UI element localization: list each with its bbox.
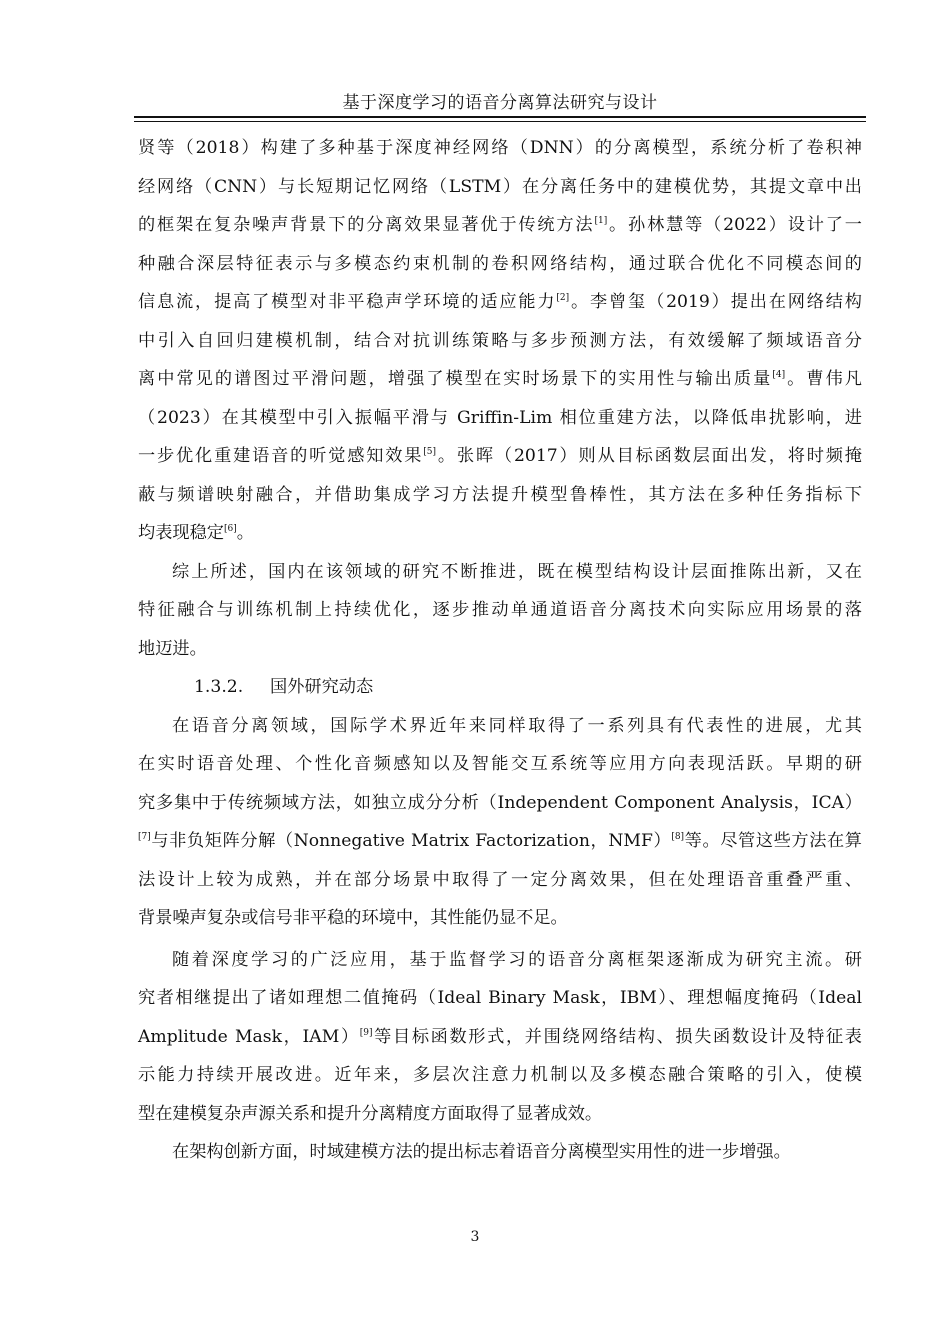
text-line: 地迈进。 (138, 638, 207, 659)
text-line: 究多集中于传统频域方法，如独立成分分析（Independent Component Analysis，ICA） (138, 792, 862, 813)
citation-ref: [4] (772, 370, 786, 380)
text-line: [7]与非负矩阵分解（Nonnegative Matrix Factorization，NMF）[8]等。尽管这些方法在算 (138, 831, 862, 851)
section-title: 国外研究动态 (270, 677, 374, 697)
text-line: （2023）在其模型中引入振幅平滑与 Griffin-Lim 相位重建方法，以降低串扰影响，进 (138, 407, 862, 428)
header-rule-thick (134, 116, 866, 118)
citation-ref: [1] (594, 216, 608, 226)
text-line: 随着深度学习的广泛应用，基于监督学习的语音分离框架逐渐成为研究主流。研 (172, 949, 862, 970)
text-line: Amplitude Mask，IAM）[9]等目标函数形式，并围绕网络结构、损失函数设计及特征表 (138, 1026, 862, 1047)
text-line: 蔽与频谱映射融合，并借助集成学习方法提升模型鲁棒性，其方法在多种任务指标下 (138, 484, 862, 505)
text-line: 法设计上较为成熟，并在部分场景中取得了一定分离效果，但在处理语音重叠严重、 (138, 869, 862, 890)
text-line: 一步优化重建语音的听觉感知效果[5]。张晖（2017）则从目标函数层面出发，将时频掩 (138, 446, 862, 466)
citation-ref: [8] (671, 832, 685, 842)
paragraph-foreign-research (138, 707, 862, 938)
paragraph-architecture (138, 1133, 862, 1172)
text-line: 信息流，提高了模型对非平稳声学环境的适应能力[2]。李曾玺（2019）提出在网络结构 (138, 292, 862, 312)
page-number: 3 (470, 1229, 480, 1245)
paragraph-summary (138, 553, 862, 669)
text-line: 综上所述，国内在该领域的研究不断推进，既在模型结构设计层面推陈出新，又在 (172, 561, 862, 582)
text-line: 示能力持续开展改进。近年来，多层次注意力机制以及多模态融合策略的引入，使模 (138, 1065, 862, 1085)
citation-ref: [7] (138, 832, 151, 842)
header-rule-thin (134, 121, 866, 122)
paragraph-domestic-research (138, 129, 862, 553)
running-header-title: 基于深度学习的语音分离算法研究与设计 (342, 93, 658, 113)
citation-ref: [2] (556, 293, 570, 303)
paragraph-deep-learning (138, 941, 862, 1134)
body-text (138, 129, 862, 1172)
text-line: 均表现稳定[6]。 (138, 523, 254, 543)
citation-ref: [6] (223, 524, 237, 534)
text-line: 的框架在复杂噪声背景下的分离效果显著优于传统方法[1]。孙林慧等（2022）设计了一 (138, 215, 862, 235)
text-line: 贤等（2018）构建了多种基于深度神经网络（DNN）的分离模型，系统分析了卷积神 (138, 138, 862, 158)
text-line: 离中常见的谱图过平滑问题，增强了模型在实时场景下的实用性与输出质量[4]。曹伟凡 (138, 369, 862, 389)
section-heading (138, 668, 862, 707)
text-line: 在实时语音处理、个性化音频感知以及智能交互系统等应用方向表现活跃。早期的研 (138, 754, 862, 774)
text-line: 背景噪声复杂或信号非平稳的环境中，其性能仍显不足。 (138, 908, 568, 928)
text-line: 种融合深层特征表示与多模态约束机制的卷积网络结构，通过联合优化不同模态间的 (138, 253, 862, 274)
section-number: 1.3.2. (194, 677, 244, 697)
text-line: 在架构创新方面，时域建模方法的提出标志着语音分离模型实用性的进一步增强。 (172, 1142, 791, 1162)
citation-ref: [9] (359, 1027, 373, 1038)
text-line: 型在建模复杂声源关系和提升分离精度方面取得了显著成效。 (138, 1103, 603, 1124)
text-line: 在语音分离领域，国际学术界近年来同样取得了一系列具有代表性的进展，尤其 (172, 715, 862, 736)
text-line: 特征融合与训练机制上持续优化，逐步推动单通道语音分离技术向实际应用场景的落 (138, 600, 862, 620)
text-line: 究者相继提出了诸如理想二值掩码（Ideal Binary Mask，IBM）、理想幅度掩码（Ideal (138, 988, 862, 1008)
text-line: 经网络（CNN）与长短期记忆网络（LSTM）在分离任务中的建模优势，其提文章中出 (138, 176, 862, 197)
citation-ref: [5] (423, 447, 437, 457)
text-line: 中引入自回归建模机制，结合对抗训练策略与多步预测方法，有效缓解了频域语音分 (138, 330, 862, 351)
